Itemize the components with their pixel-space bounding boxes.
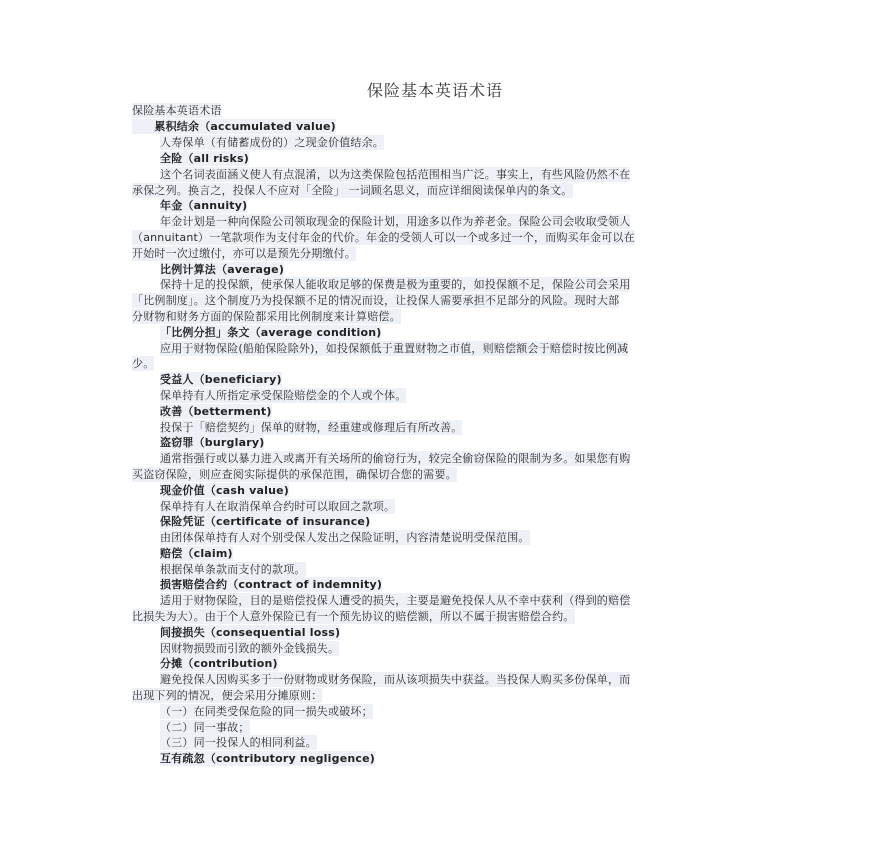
term-definition: 比损失为大）。由于个人意外保险已有一个预先协议的赔偿额，所以不属于损害赔偿合约。 <box>132 610 575 623</box>
term-heading: 比例计算法（average) <box>160 263 285 276</box>
term-heading: 现金价值（cash value) <box>160 484 290 497</box>
term-definition: 承保之列。换言之，投保人不应对「全险」 一词顾名思义，而应详细阅读保单内的条文。 <box>132 184 573 197</box>
term-definition: 少。 <box>132 357 155 370</box>
term-definition: 由团体保单持有人对个别受保人发出之保险证明，内容清楚说明受保范围。 <box>160 531 530 544</box>
term-heading: 互有疏忽（contributory negligence) <box>160 752 375 765</box>
term-definition: 应用于财物保险(船舶保险除外)，如投保额低于重置财物之市值，则赔偿额会于赔偿时按比例减 <box>160 342 629 355</box>
document-title: 保险基本英语术语 <box>366 81 503 100</box>
term-definition: 这个名词表面涵义使人有点混淆，以为这类保险包括范围相当广泛。事实上，有些风险仍然不在 <box>160 168 631 181</box>
term-definition: 保持十足的投保额，使承保人能收取足够的保费是极为重要的，如投保额不足，保险公司会采用 <box>160 278 631 291</box>
term-definition: （annuitant）一笔款项作为支付年金的代价。年金的受领人可以一个或多过一个，而购买年金可以在 <box>132 231 635 244</box>
term-definition: 适用于财物保险，目的是赔偿投保人遭受的损失，主要是避免投保人从不幸中获利（得到的赔偿 <box>160 594 631 607</box>
term-definition: 根据保单条款而支付的款项。 <box>160 563 306 576</box>
term-heading: 赔偿（claim) <box>160 547 233 560</box>
term-definition: 保单持有人在取消保单合约时可以取回之款项。 <box>160 500 396 513</box>
term-definition: 保单持有人所指定承受保险赔偿金的个人或个体。 <box>160 389 407 402</box>
list-item: （一）在同类受保危险的同一损失或破坏； <box>160 705 373 718</box>
list-item: （二）同一事故； <box>160 721 250 734</box>
term-definition: 出现下列的情况，便会采用分摊原则： <box>132 689 323 702</box>
term-heading: 盗窃罪（burglary) <box>160 436 265 449</box>
term-definition: 避免投保人因购买多于一份财物或财务保险，而从该项损失中获益。当投保人购买多份保单，而 <box>160 673 631 686</box>
term-heading: 受益人（beneficiary) <box>160 373 282 386</box>
term-heading: 分摊（contribution) <box>160 657 278 670</box>
doc-subtitle: 保险基本英语术语 <box>132 104 222 117</box>
term-definition: 通常指强行或以暴力进入或离开有关场所的偷窃行为，较完全偷窃保险的限制为多。如果您有购 <box>160 452 631 465</box>
term-heading: 保险凭证（certificate of insurance) <box>160 515 371 528</box>
term-definition: 年金计划是一种向保险公司领取现金的保险计划，用途多以作为养老金。保险公司会收取受领人 <box>160 215 631 228</box>
term-heading: 全险（all risks) <box>160 152 250 165</box>
term-definition: 「比例制度」。这个制度乃为投保额不足的情况而设，让投保人需要承担不足部分的风险。现时大部 <box>132 294 620 307</box>
term-definition: 开始时一次过缴付，亦可以是预先分期缴付。 <box>132 247 356 260</box>
term-definition: 因财物损毁而引致的额外金钱损失。 <box>160 642 340 655</box>
list-item: （三）同一投保人的相同利益。 <box>160 736 317 749</box>
term-heading: 间接损失（consequential loss) <box>160 626 341 639</box>
term-definition: 买盗窃保险，则应查阅实际提供的承保范围，确保切合您的需要。 <box>132 468 457 481</box>
term-heading: 损害赔偿合约（contract of indemnity) <box>160 578 383 591</box>
term-heading: 累积结余（accumulated value) <box>132 120 336 133</box>
term-definition: 分财物和财务方面的保险都采用比例制度来计算赔偿。 <box>132 310 401 323</box>
term-definition: 人寿保单（有储蓄成份的）之现金价值结余。 <box>160 136 384 149</box>
term-heading: 「比例分担」条文（average condition) <box>160 326 382 339</box>
term-definition: 投保于「赔偿契约」保单的财物，经重建或修理后有所改善。 <box>160 421 463 434</box>
term-heading: 改善（betterment) <box>160 405 272 418</box>
term-heading: 年金（annuity) <box>160 199 248 212</box>
